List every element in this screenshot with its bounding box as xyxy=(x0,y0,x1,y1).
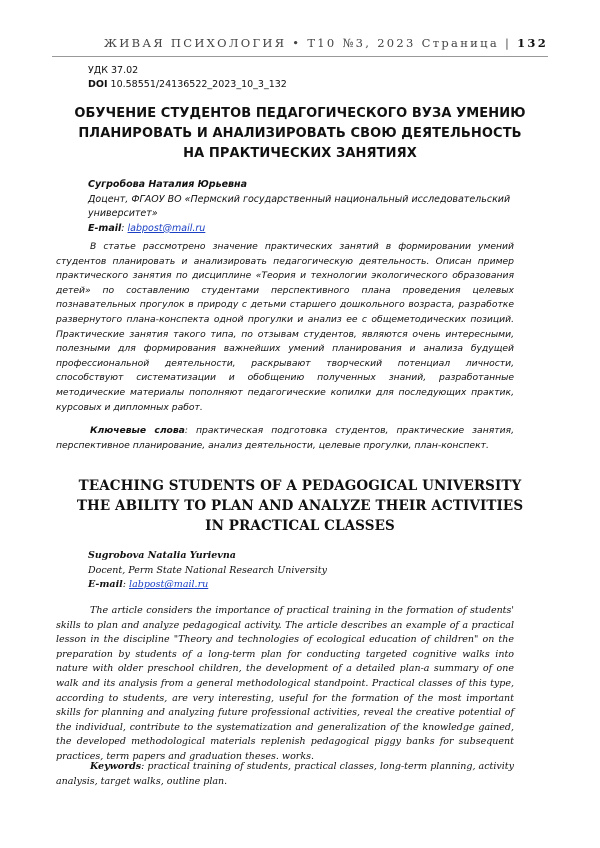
affiliation-ru: Доцент, ФГАОУ ВО «Пермский государственный национальный исследовательский университет» xyxy=(88,193,511,220)
keywords-text-ru: практическая подготовка студентов, практические занятия, перспективное планирование, анализ деятельности, целевые прогулки, план-конспект. xyxy=(56,425,514,451)
keywords-label-ru: Ключевые слова xyxy=(90,425,185,436)
author-block-en xyxy=(88,549,518,593)
page-label: Страница xyxy=(421,36,499,50)
keywords-text-en: practical training of students, practical classes, long-term planning, activity analysis, target walks, outline plan. xyxy=(56,761,514,787)
article-meta xyxy=(88,64,287,92)
author-block-ru xyxy=(88,178,518,236)
title-en: TEACHING STUDENTS OF A PEDAGOGICAL UNIVERSITY THE ABILITY TO PLAN AND ANALYZE THEIR ACTIVITIES IN PRACTICAL CLASSES xyxy=(76,478,524,534)
doi-value[interactable]: 10.58551/24136522_2023_10_3_132 xyxy=(110,79,287,90)
abstract-en: The article considers the importance of practical training in the formation of students' skills to plan and analyze pedagogical activity. The article describes an example of a practical lesson in the discipline "Theory and technologies of ecological education of children" on the preparation by students of a long-term plan for conducting targeted cognitive walks into nature with older preschool children, the development of a detailed plan-a summary of one walk and its analysis from a general methodological standpoint. Practical classes of this type, according to students, are very interesting, useful for the formation of the most important skills for planning and analyzing future professional activities, reveal the creative potential of the individual, contribute to the systematization and generalization of the knowledge gained, the developed methodological materials replenish pedagogical piggy banks for subsequent practices, term papers and graduation theses. works. xyxy=(56,605,514,762)
title-ru: ОБУЧЕНИЕ СТУДЕНТОВ ПЕДАГОГИЧЕСКОГО ВУЗА УМЕНИЮ ПЛАНИРОВАТЬ И АНАЛИЗИРОВАТЬ СВОЮ ДЕЯТЕЛЬНОСТЬ НА ПРАКТИЧЕСКИХ ЗАНЯТИЯХ xyxy=(74,106,526,161)
affiliation-en: Docent, Perm State National Research University xyxy=(88,564,327,576)
email-label-ru: E-mail xyxy=(88,222,122,234)
page-number: 132 xyxy=(517,36,548,50)
keywords-en: Keywords: practical training of students, practical classes, long-term planning, activity analysis, target walks, outline plan. xyxy=(56,761,514,787)
email-label-en: E-mail xyxy=(88,579,123,591)
author-name-en: Sugrobova Natalia Yurievna xyxy=(88,550,236,561)
author-name-ru: Сугробова Наталия Юрьевна xyxy=(88,179,248,190)
keywords-label-en: Keywords xyxy=(90,761,142,772)
email-line-ru: E-mail: labpost@mail.ru xyxy=(88,222,206,234)
doi-line xyxy=(88,78,287,92)
udc-code: УДК 37.02 xyxy=(88,65,139,76)
abstract-ru: В статье рассмотрено значение практических занятий в формировании умений студентов планировать и анализировать педагогическую деятельность. Описан пример практического занятия по дисциплине «Теория и технологии экологического образования детей» по составлению студентами перспективного плана проведения целевых познавательных прогулок в природу с детьми старшего дошкольного возраста, разработке развернутого плана-конспекта одной прогулки и анализ ее с общеметодических позиций. Практические занятия такого типа, по отзывам студентов, являются очень интересными, полезными для формирования важнейших умений планирования и анализа будущей профессиональной деятельности, раскрывают творческий потенциал личности, способствуют систематизации и обобщению полученных знаний, разработанные методические материалы пополняют педагогические копилки для последующих практик, курсовых и дипломных работ. xyxy=(56,241,514,413)
email-line-en: E-mail: labpost@mail.ru xyxy=(88,579,209,591)
email-link-en[interactable]: labpost@mail.ru xyxy=(129,579,209,591)
journal-name: ЖИВАЯ ПСИХОЛОГИЯ • Т10 №3, 2023 xyxy=(104,36,416,50)
email-link-ru[interactable]: labpost@mail.ru xyxy=(127,222,206,234)
doi-label: DOI xyxy=(88,79,108,90)
keywords-ru: Ключевые слова: практическая подготовка студентов, практические занятия, перспективное планирование, анализ деятельности, целевые прогулки, план-конспект. xyxy=(56,425,514,451)
header-divider xyxy=(52,56,548,57)
running-header: ЖИВАЯ ПСИХОЛОГИЯ • Т10 №3, 2023 Страница | 132 xyxy=(104,36,548,50)
